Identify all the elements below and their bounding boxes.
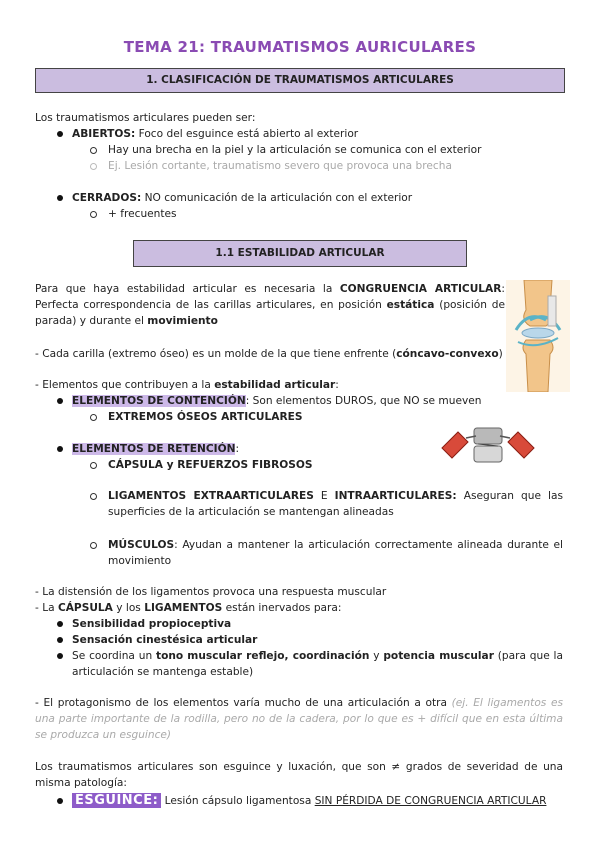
retencion-colon: : (235, 443, 240, 455)
section-heading-clasificacion: 1. CLASIFICACIÓN DE TRAUMATISMOS ARTICULARES (35, 68, 565, 93)
congruencia-paragraph (35, 281, 505, 329)
page-title: TEMA 21: TRAUMATISMOS AURICULARES (123, 38, 477, 56)
circle-bullet (90, 163, 97, 170)
distension-paragraph: - La distensión de los ligamentos provoca una respuesta muscular (35, 586, 387, 598)
abiertos-label: ABIERTOS: (72, 128, 136, 140)
p2-text-a: - Cada carilla (extremo óseo) es un molde de la que tiene enfrente ( (35, 348, 397, 360)
retencion-sub2 (90, 488, 563, 520)
b3-a: Se coordina un (72, 650, 156, 662)
knee-joint-illustration (506, 280, 570, 392)
bullet-dot (57, 798, 63, 804)
p2-text-c: ) (498, 348, 503, 360)
b2-text: Sensación cinestésica articular (72, 634, 258, 646)
bullet-abiertos (57, 126, 557, 142)
circle-bullet (90, 462, 97, 469)
cerrados-sub1 (90, 206, 570, 222)
retencion-sub1-text: CÁPSULA y REFUERZOS FIBROSOS (108, 459, 313, 471)
protagonismo-paragraph (35, 695, 563, 743)
contencion-sub (90, 409, 490, 425)
bullet-dot (57, 131, 63, 137)
bullet-dot (57, 398, 63, 404)
b3-e: (para que la articulación se mantenga estable) (72, 650, 563, 678)
p6-a: - El protagonismo de los elementos varía mucho de una articulación a otra (35, 697, 452, 709)
esguince-text: Lesión cápsulo ligamentosa (161, 795, 315, 807)
b3-d: potencia muscular (383, 650, 494, 662)
bullet-contencion (57, 393, 557, 409)
circle-bullet (90, 211, 97, 218)
ret-sub2-b: E (313, 490, 335, 502)
intro-text: Los traumatismos articulares pueden ser: (35, 112, 256, 124)
p1-text-c: : Perfecta correspondencia de las carillas articulares, en posición (35, 283, 505, 311)
abiertos-sub2 (90, 158, 570, 174)
section-heading-estabilidad: 1.1 ESTABILIDAD ARTICULAR (133, 240, 467, 267)
cerrados-text: NO comunicación de la articulación con el exterior (141, 192, 413, 204)
p1-text-d: estática (386, 299, 435, 311)
bullet-dot (57, 446, 63, 452)
b3-c: y (369, 650, 384, 662)
retencion-sub3 (90, 537, 563, 569)
circle-bullet (90, 542, 97, 549)
bullet-sensibilidad (57, 616, 557, 632)
ret-sub2-d: Aseguran que las superficies de la articulación se mantengan alineadas (108, 490, 563, 518)
bullet-dot (57, 653, 63, 659)
bullet-coordina (57, 648, 563, 680)
p1-text-e: (posición de parada) y durante el (35, 299, 505, 327)
contencion-label: ELEMENTOS DE CONTENCIÓN (72, 395, 246, 407)
retencion-sub1 (90, 457, 490, 473)
bullet-dot (57, 637, 63, 643)
p6-b: (ej. El ligamentos es una parte importante de la rodilla, pero no de la cadera, por lo que es + difícil que en esta última se produzca un esguince) (35, 697, 564, 741)
ret-sub3-b: : Ayudan a mantener la articulación correctamente alineada durante el movimiento (108, 539, 563, 567)
p1-text-b: CONGRUENCIA ARTICULAR (339, 283, 502, 295)
circle-bullet (90, 414, 97, 421)
traumatismos-paragraph: Los traumatismos articulares son esguince y luxación, que son ≠ grados de severidad de una misma patología: (35, 761, 563, 789)
circle-bullet (90, 493, 97, 500)
p5-c: y los (112, 602, 145, 614)
bullet-dot (57, 621, 63, 627)
capsula-paragraph (35, 600, 563, 616)
b3-b: tono muscular reflejo, coordinación (156, 650, 370, 662)
contencion-sub-text: EXTREMOS ÓSEOS ARTICULARES (108, 411, 303, 423)
abiertos-sub1 (90, 142, 570, 158)
elementos-paragraph (35, 377, 563, 393)
bullet-esguince (57, 792, 567, 810)
retencion-label: ELEMENTOS DE RETENCIÓN (72, 443, 236, 455)
circle-bullet (90, 147, 97, 154)
abiertos-sub1-text: Hay una brecha en la piel y la articulación se comunica con el exterior (108, 144, 482, 156)
ret-sub3-a: MÚSCULOS (108, 539, 175, 551)
ret-sub2-c: INTRAARTICULARES: (334, 490, 457, 502)
esguince-underlined: SIN PÉRDIDA DE CONGRUENCIA ARTICULAR (314, 795, 547, 807)
p1-text-a: Para que haya estabilidad articular es necesaria la (35, 283, 340, 295)
bullet-retencion (57, 441, 437, 457)
p3-text-b: estabilidad articular (214, 379, 336, 391)
p2-text-b: cóncavo-convexo (396, 348, 499, 360)
bullet-cerrados (57, 190, 557, 206)
p3-text-c: : (335, 379, 339, 391)
p3-text-a: - Elementos que contribuyen a la (35, 379, 215, 391)
bullet-dot (57, 195, 63, 201)
bullet-sensacion (57, 632, 557, 648)
contencion-text: : Son elementos DUROS, que NO se mueven (245, 395, 482, 407)
abiertos-text: Foco del esguince está abierto al exterior (135, 128, 359, 140)
p5-d: LIGAMENTOS (144, 602, 223, 614)
esguince-label: ESGUINCE: (72, 793, 161, 808)
ret-sub2-a: LIGAMENTOS EXTRAARTICULARES (108, 490, 314, 502)
p1-text-f: movimiento (147, 315, 218, 327)
carilla-paragraph (35, 346, 505, 362)
cerrados-label: CERRADOS: (72, 192, 142, 204)
cerrados-sub1-text: + frecuentes (108, 208, 177, 220)
abiertos-sub2-text: Ej. Lesión cortante, traumatismo severo que provoca una brecha (108, 160, 452, 172)
b1-text: Sensibilidad propioceptiva (72, 618, 232, 630)
p5-a: - La (35, 602, 58, 614)
p5-e: están inervados para: (222, 602, 342, 614)
p5-b: CÁPSULA (57, 602, 113, 614)
